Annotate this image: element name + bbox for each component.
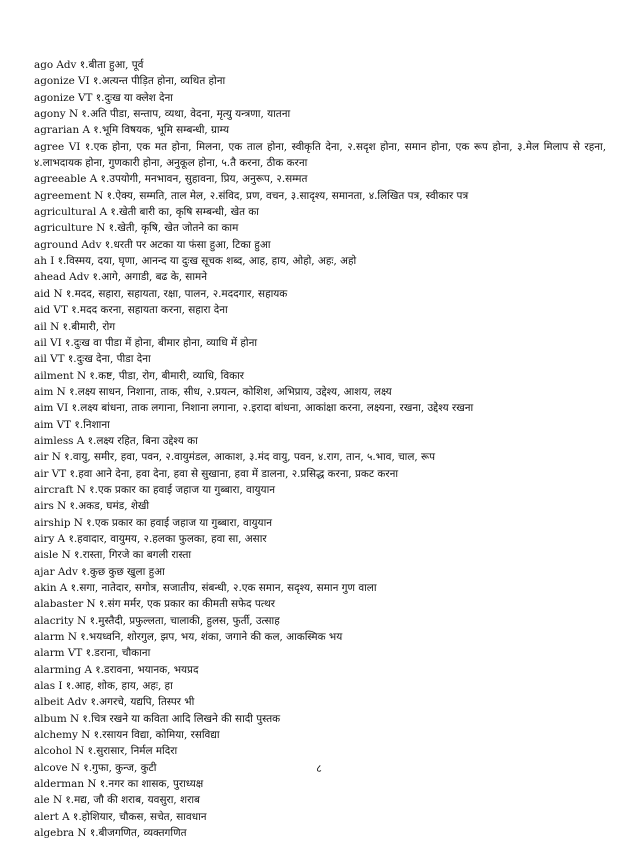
dictionary-entry: agonize VI १.अत्यन्त पीड़ित होना, व्यथित होना — [34, 75, 226, 88]
dictionary-entry: albeit Adv १.अगरचे, यद्यपि, तिस्पर भी — [34, 696, 195, 709]
dictionary-entry: ail N १.बीमारी, रोग — [34, 320, 116, 333]
dictionary-entry: alarming A १.डरावना, भयानक, भयप्रद — [34, 663, 199, 676]
dictionary-entry: aid N १.मदद, सहारा, सहायता, रक्षा, पालन, २.मददगार, सहायक — [34, 287, 288, 300]
dictionary-entry: agricultural A १.खेती बारी का, कृषि सम्बन्धी, खेत का — [34, 206, 259, 219]
dictionary-entry: ale N १.मद्य, जौ की शराब, यवसुरा, शराब — [34, 794, 200, 807]
dictionary-entry: ahead Adv १.आगे, अगाडी, बढ के, सामने — [34, 271, 207, 284]
dictionary-entry: alarm N १.भयध्वनि, शोरगुल, झप, भय, शंका, जगाने की कल, आकस्मिक भय — [34, 631, 343, 644]
dictionary-entry: alarm VT १.डराना, चौकाना — [34, 647, 151, 660]
dictionary-entry: ail VT १.दुःख देना, पीडा देना — [34, 353, 151, 366]
dictionary-entry: algebra N १.बीजगणित, व्यक्तगणित — [34, 827, 187, 840]
dictionary-entry: aimless A १.लक्ष्य रहित, बिना उद्देश्य का — [34, 434, 198, 447]
dictionary-entry: ah I १.विस्मय, दया, घृणा, आनन्द या दुःख सूचक शब्द, आह, हाय, ओहो, अहः, अहो — [34, 255, 357, 268]
dictionary-entry: album N १.चित्र रखने या कविता आदि लिखने की सादी पुस्तक — [34, 712, 281, 725]
dictionary-entry: air VT १.हवा आने देना, हवा देना, हवा से सुखाना, हवा में डालना, २.प्रसिद्ध करना, प्रकट करना — [34, 467, 399, 480]
dictionary-entry: aim VT १.निशाना — [34, 418, 110, 431]
dictionary-entry: alas I १.आह, शोक, हाय, अहः, हा — [34, 680, 173, 693]
dictionary-entry: aim VI १.लक्ष्य बांधना, ताक लगाना, निशाना लगाना, २.इरादा बांधना, आकांक्षा करना, लक्ष्यना, रखना, उद्देश्य रखना — [34, 402, 474, 415]
dictionary-entry: airship N १.एक प्रकार का हवाई जहाज या गुब्बारा, वायुयान — [34, 516, 273, 529]
dictionary-entry: alert A १.होशियार, चौकस, सचेत, सावधान — [34, 810, 207, 823]
dictionary-entry: agrarian A १.भूमि विषयक, भूमि सम्बन्धी, ग्राम्य — [34, 124, 229, 137]
dictionary-entry: alcohol N १.सुरासार, निर्मल मदिरा — [34, 745, 178, 758]
dictionary-entry: akin A १.सगा, नातेदार, सगोत्र, सजातीय, संबन्धी, २.एक समान, सदृश्य, समान गुण वाला — [34, 582, 377, 594]
dictionary-entry: alacrity N १.मुस्तैदी, प्रफुल्लता, चालाकी, हुलस, फुर्ती, उत्साह — [34, 614, 280, 627]
dictionary-entry: aid VT १.मदद करना, सहायता करना, सहारा देना — [34, 304, 228, 317]
dictionary-entry: airy A १.हवादार, वायुमय, २.हलका फुलका, हवा सा, असार — [34, 532, 267, 545]
dictionary-entry: aircraft N १.एक प्रकार का हवाई जहाज या गुब्बारा, वायुयान — [34, 483, 276, 496]
dictionary-entry: agonize VT १.दुःख या क्लेश देना — [34, 91, 173, 104]
page-number: ८ — [316, 762, 322, 775]
dictionary-entry: air N १.वायु, समीर, हवा, पवन, २.वायुमंडल, आकाश, ३.मंद वायु, पवन, ४.राग, तान, ५.भाव, चाल, रूप — [34, 451, 435, 464]
dictionary-entry: airs N १.अकड, घमंड, शेखी — [34, 500, 150, 513]
dictionary-entry: alchemy N १.रसायन विद्या, कोमिया, रसविद्या — [34, 729, 220, 742]
dictionary-entry: aim N १.लक्ष्य साधन, निशाना, ताक, सीध, २.प्रयत्न, कोशिश, अभिप्राय, उद्देश्य, आशय, लक्ष्य — [34, 385, 392, 398]
dictionary-entry: alcove N १.गुफा, कुन्ज, कुटी — [34, 761, 157, 774]
dictionary-entry: ajar Adv १.कुछ कुछ खुला हुआ — [34, 565, 165, 578]
dictionary-entry: ail VI १.दुःख वा पीडा में होना, बीमार होना, व्याधि में होना — [34, 336, 258, 349]
dictionary-entry: alderman N १.नगर का शासक, पुराध्यक्ष — [34, 778, 204, 791]
dictionary-entry: agony N १.अति पीडा, सन्ताप, व्यथा, वेदना, मृत्यु यन्त्रणा, यातना — [34, 108, 291, 121]
dictionary-entry: agriculture N १.खेती, कृषि, खेत जोतने का काम — [34, 222, 239, 235]
dictionary-entry: ago Adv १.बीता हुआ, पूर्व — [34, 59, 144, 71]
dictionary-entry: agree VI १.एक होना, एक मत होना, मिलना, एक ताल होना, स्वीकृति देना, २.सदृश होना, समान होना, एक रूप होना, ३.मेल मिलाप से रहना, ४.लाभदायक होना, गुणकारी होना, अनुकूल होना, ५.तै करना, ठीक करना — [34, 140, 606, 170]
dictionary-entry: agreement N १.ऐक्य, सम्मति, ताल मेल, २.संविद, प्रण, वचन, ३.सादृश्य, समानता, ४.लिखित पत्र, स्वीकार पत्र — [34, 189, 469, 202]
dictionary-entry: aisle N १.रास्ता, गिरजे का बगली रास्ता — [34, 549, 192, 562]
dictionary-entry: agreeable A १.उपयोगी, मनभावन, सुहावना, प्रिय, अनुरूप, २.सम्मत — [34, 173, 308, 186]
dictionary-entry: alabaster N १.संग मर्मर, एक प्रकार का कीमती सफेद पत्थर — [34, 598, 276, 611]
dictionary-entry: aground Adv १.धरती पर अटका या फंसा हुआ, टिका हुआ — [34, 238, 271, 251]
dictionary-entries — [34, 57, 606, 842]
dictionary-entry: ailment N १.कष्ट, पीडा, रोग, बीमारी, व्याधि, विकार — [34, 369, 245, 382]
